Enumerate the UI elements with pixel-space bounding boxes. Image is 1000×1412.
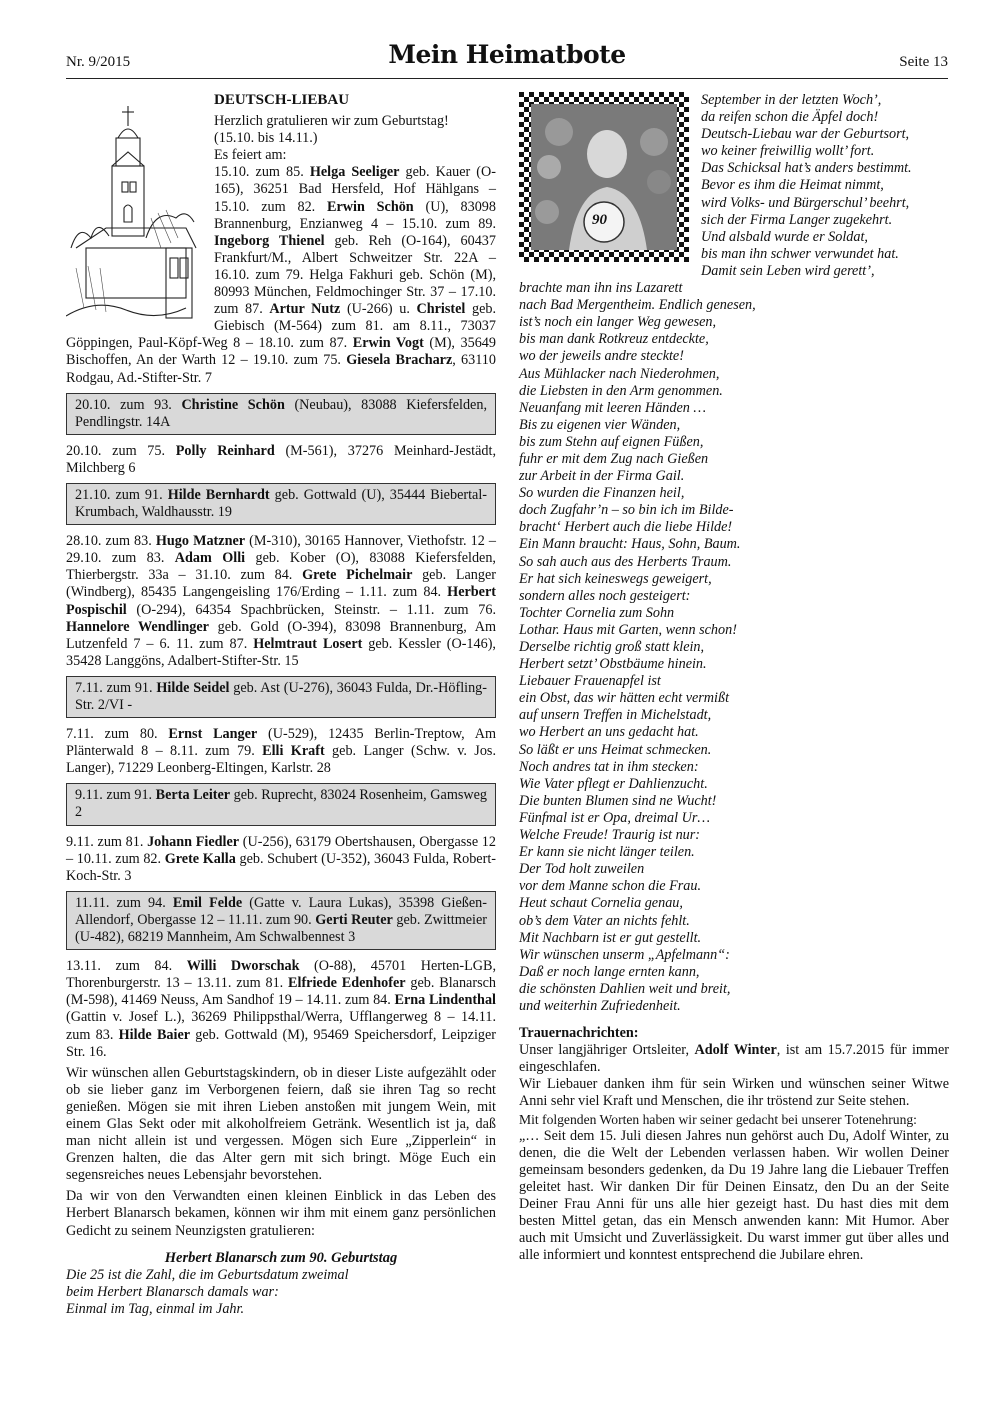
poem-line: ob’s dem Vater an nichts fehlt. [519,912,690,929]
poem-line: Das Schicksal hat’s anders bestimmt. [701,160,912,177]
entry-text: geb. Kober (O), 83088 Kiefersfelden, Thierbergstr. 33a – 31.10. zum 84. [66,550,496,584]
poem-line: Tochter Cornelia zum Sohn [519,604,675,621]
entry-text: (Gattin v. Josef L.), 36269 Philippsthal/Werra, Ufflangerweg 8 – 14.11. zum 83. [66,1009,496,1043]
greeting-intro [214,113,496,164]
person-name: Erwin Schön [327,198,414,215]
highlighted-birthday-entry [66,483,496,525]
obituary-paragraph-4: „… Seit dem 15. Juli diesen Jahres nun gehörst auch Du, Adolf Winter, zu denen, die die Welt der Lebenden verlassen haben. Wir wollen Deiner gemeinsam besonders gedenken, da Du 19 Jahre lang die Liebauer Treffen geleitet hast. Wir danken Dir für Deinen Einsatz, den Du an der Seite Deiner Frau Anni für uns alle hier gezeigt hast. Du hast dies mit dem besten Mittel getan, das ein Mensch anwenden kann: Mit Humor. Aber auch mit Umsicht und Zuverlässigkeit. Du warst immer gut über alles und alle informiert und konntest entsprechend die Jubilare ehren. [519,1127,949,1264]
highlighted-birthday-entry [66,393,496,435]
entry-text: (Gatte v. Laura Lukas), 35398 Gießen-Allendorf, Obergasse 12 – 11.11. zum 90. [75,894,488,928]
poem-line: wo keiner freiwillig wollt’ fort. [701,143,875,160]
poem-line: So läßt er uns Heimat schmecken. [519,741,712,758]
obituary-paragraph-3: Mit folgenden Worten haben wir seiner gedacht bei unserer Totenehrung: [519,1111,917,1127]
entry-text: (M-310), 30165 Hannover, Viethofstr. 12 – 29.10. zum 83. [66,533,496,567]
entry-text: 11.11. zum 94. [75,894,173,911]
entry-text: 7.11. zum 80. [66,726,169,743]
poem-line: Der Tod holt zuweilen [519,861,645,878]
jubilar-photo [519,92,689,262]
poem-left-lines [66,1267,496,1318]
poem-line: So wurden die Finanzen heil, [519,485,685,502]
greeting-line-3: Es feiert am: [214,147,287,164]
person-name: Hannelore Wendlinger [66,618,209,635]
birthday-paragraph [66,958,496,1061]
poem-line: Damit sein Leben wird gerett’, [701,262,875,279]
entry-text: (U), 83098 Brannenburg, Enzianweg 4 – 15.10. zum 89. [214,198,496,232]
obituary-paragraph-1 [519,1042,949,1076]
person-name: Helmtraut Losert [253,635,363,652]
entry-text: geb. Kauer (O-165), 36251 Bad Hersfeld, Hof Hählgans – 15.10. zum 82. [214,164,496,215]
entry-text: 9.11. zum 91. [75,787,156,804]
poem-line: Mit Nachbarn ist er gut gestellt. [519,929,702,946]
poem-line: Und alsbald wurde er Soldat, [701,228,868,245]
poem-line: Einmal im Tag, einmal im Jahr. [66,1300,245,1317]
entry-text: (M-561), 37276 Meinhard-Jestädt, Milchberg 6 [66,442,496,476]
entry-text: , ist am 15.7.2015 für immer eingeschlafen. [519,1042,949,1076]
poem-line: Noch andres tat in ihm stecken: [519,758,699,775]
poem-line: Bis zu eigenen vier Wänden, [519,416,681,433]
poem-line: Derselbe richtig groß statt klein, [519,639,705,655]
person-name: Grete Pichelmair [302,567,413,584]
poem-line: Aus Mühlacker nach Niederohmen, [519,365,720,382]
person-name: Adolf Winter [694,1042,777,1059]
poem-line: Er kann sie nicht länger teilen. [519,844,695,861]
poem-line: Neuanfang mit leeren Händen … [519,399,707,416]
entry-text: , 63110 Rodgau, Ad.-Stifter-Str. 7 [66,352,496,386]
poem-line: doch Zugfahr’n – so bin ich im Bilde- [519,502,734,519]
poem-line: wo der jeweils andre steckte! [519,348,684,365]
entry-text: 7.11. zum 91. [75,679,157,696]
poem-line: Lothar. Haus mit Garten, wenn schon! [519,621,737,638]
person-name: Berta Leiter [155,787,231,804]
poem-line: Liebauer Frauenapfel ist [519,673,661,690]
plate-number: 90 [592,212,607,228]
poem-line: Ein Mann braucht: Haus, Sohn, Baum. [519,536,741,553]
poem-line: fuhr er mit dem Zug nach Gießen [519,450,709,467]
poem-line: Er hat sich keineswegs geweigert, [519,570,712,587]
person-name: Emil Felde [172,894,243,911]
poem-line: Welche Freude! Traurig ist nur: [519,827,701,844]
birthday-paragraph [66,443,496,477]
entry-text: geb. Gottwald (M), 95469 Speichersdorf, Leipziger Str. 16. [66,1026,496,1060]
poem-line: auf unsern Treffen in Michelstadt, [519,707,712,724]
poem-line: Bevor es ihm die Heimat nimmt, [701,177,884,194]
person-name: Willi Dworschak [186,958,300,975]
poem-line: ist’s noch ein langer Weg gewesen, [519,314,717,331]
poem-line: die schönsten Dahlien weit und breit, [519,980,731,997]
section-title: DEUTSCH-LIEBAU [214,92,350,108]
person-name: Elfriede Edenhofer [288,975,406,992]
person-name: Hilde Baier [118,1026,191,1043]
entry-text: (O-88), 45701 Herten-LGB, Thorenburgerstr. 13 – 13.11. zum 81. [66,958,496,992]
poem-line: Wie Vater pflegt er Dahlienzucht. [519,775,708,792]
entry-text: geb. Schubert (U-352), 36043 Fulda, Robert-Koch-Str. 3 [66,850,496,884]
entry-text: geb. Kessler (O-146), 35428 Langgöns, Adalbert-Stifter-Str. 15 [66,635,496,669]
entry-text: (U-529), 12435 Berlin-Treptow, Am Plänterwald 8 – 8.11. zum 79. [66,726,497,760]
masthead: Mein Heimatbote [388,40,626,69]
person-name: Erna Lindenthal [394,992,496,1009]
person-name: Giesela Bracharz [346,352,453,369]
poem-line: September in der letzten Woch’, [701,92,882,108]
person-name: Hilde Seidel [156,679,230,696]
poem-line: So sah auch aus des Herberts Traum. [519,553,732,570]
entry-text: geb. Ast (U-276), 36043 Fulda, Dr.-Höfling-Str. 2/VI - [75,679,487,713]
entry-text: geb. Langer (Windberg), 85435 Langengeisling 176/Erding – 1.11. zum 84. [66,567,496,601]
birthday-paragraph [66,834,496,885]
entry-text: 13.11. zum 84. [66,958,187,975]
poem-line: Herbert setzt’ Obstbäume hinein. [519,656,707,673]
person-name: Herbert Pospischil [66,584,496,618]
poem-line: brachte man ihn ins Lazarett [519,280,683,297]
poem-line: Fünfmal ist er Opa, dreimal Ur… [519,809,711,826]
person-name: Adam Olli [174,550,246,567]
entry-text: (M), 35649 Bischoffen, An der Warth 12 – 19.10. zum 75. [66,335,496,369]
entry-text: geb. Langer (Schw. v. Jos. Langer), 71229 Leonberg-Eltingen, Karlstr. 28 [66,743,496,777]
church-sketch-illustration [66,98,206,328]
poem-line: da reifen schon die Äpfel doch! [701,109,879,126]
page-number: Seite 13 [899,54,948,70]
poem-line: und weiterhin Zufriedenheit. [519,997,681,1014]
birthday-paragraph [66,1188,496,1239]
poem-line: zur Arbeit in der Firma Gail. [519,468,685,485]
entry-text: (O-294), 64354 Spachbrücken, Steinstr. – 1.11. zum 76. [126,601,496,618]
entry-text: geb. Gottwald (U), 35444 Biebertal-Krumbach, Waldhausstr. 19 [75,486,487,521]
poem-line: bis man dank Rotkreuz entdeckte, [519,331,709,348]
birthday-paragraph [66,1065,496,1185]
entry-text: Da wir von den Verwandten einen kleinen Einblick in das Leben des Herbert Blanarsch bekamen, können wir ihm mit einem ganz persönlichen Gedicht zu seinem Neunzigsten gratulieren: [66,1188,496,1239]
poem-line: sondern alles noch gesteigert: [519,587,691,604]
checkered-photo-frame [519,92,689,262]
poem-line: Deutsch-Liebau war der Geburtsort, [701,126,910,143]
poem-line: Die bunten Blumen sind ne Wucht! [519,792,717,809]
person-name: Hilde Bernhardt [167,486,270,503]
entry-text: (U-256), 63179 Obertshausen, Obergasse 12 – 10.11. zum 82. [66,833,496,867]
poem-line: bis zum Stehn auf eignen Füßen, [519,433,704,450]
greeting-line-1: Herzlich gratulieren wir zum Geburtstag! [214,113,449,130]
person-name: Polly Reinhard [175,442,275,459]
person-name: Hugo Matzner [155,533,246,550]
poem-line: vor dem Manne schon die Frau. [519,878,702,895]
poem-line: ein Obst, das wir hätten echt vermißt [519,690,730,707]
entry-text: 9.11. zum 81. [66,833,148,850]
entry-text: 15.10. zum 85. [214,164,310,181]
entry-text: 20.10. zum 75. [66,442,176,459]
poem-line: wird Volks- und Bürgerschul’ beehrt, [701,194,910,211]
poem-title: Herbert Blanarsch zum 90. Geburtstag [164,1249,398,1266]
entry-text: geb. Reh (O-164), 60437 Frankfurt/M., Albert Schweitzer Str. 22A – 16.10. zum 79. Helga Fakhuri geb. Schön (M), 80993 München, Feldmochinger Str. 37 – 17.10. zum 87. [214,232,496,318]
person-name: Helga Seeliger [309,164,400,181]
highlighted-birthday-entry [66,783,496,825]
poem-line: nach Bad Mergentheim. Endlich genesen, [519,297,756,314]
greeting-line-2: (15.10. bis 14.11.) [214,130,318,147]
poem-line: die Liebsten in den Arm genommen. [519,382,723,399]
poem-line: bis man ihn schwer verwundet hat. [701,245,899,262]
poem-line: wo Herbert an uns gedacht hat. [519,724,699,741]
obituary-paragraph-2: Wir Liebauer danken ihm für sein Wirken und wünschen seiner Witwe Anni sehr viel Kraft und Menschen, die ihr tröstend zur Seite stehen. [519,1076,949,1110]
person-name: Grete Kalla [164,850,236,867]
poem-line: Die 25 ist die Zahl, die im Geburtsdatum zweimal [66,1266,349,1283]
poem-line: Daß er noch lange ernten kann, [519,963,700,980]
birthday-paragraph [66,726,496,777]
person-name: Elli Kraft [262,743,325,760]
person-name: Christel [416,301,466,318]
poem-right-lines [519,297,949,1015]
entry-text: geb. Zwittmeier (U-482), 68219 Mannheim, Am Schwalbennest 3 [75,911,488,946]
person-name: Erwin Vogt [352,335,424,352]
entry-text: 28.10. zum 83. [66,533,156,550]
entry-text: geb. Giebisch (M-564) zum 81. am 8.11., 73037 Göppingen, Paul-Köpf-Weg 8 – 18.10. zum 87. [66,301,497,352]
person-name: Johann Fiedler [147,833,240,850]
poem-line: beim Herbert Blanarsch damals war: [66,1283,279,1300]
person-name: Gerti Reuter [315,911,393,928]
issue-number: Nr. 9/2015 [66,54,131,70]
entry-text: (Neubau), 83088 Kiefersfelden, Pendlingstr. 14A [75,396,487,430]
page-header [66,40,948,79]
entry-text: geb. Blanarsch (M-598), 41469 Neuss, Am Sandhof 19 – 14.11. zum 84. [66,975,496,1009]
highlighted-birthday-entry [66,891,496,950]
person-name: Ingeborg Thienel [214,232,325,249]
entry-text: Wir wünschen allen Geburtstagskindern, ob in dieser Liste aufgezählt oder ob sie lieber ganz im Verborgenen feiern, daß sie ihren Tag so recht genießen. Mögen sie mit ihren Lieben anstoßen mit jungem Wein, mit einem Glas Sekt oder mit alkoholfreiem Getränk. Wesentlich ist ja, daß man nicht allein ist und vergessen. Mögen sich Eure „Zipperlein“ in Grenzen halten, die das Alter gern mit sich bringt. Möge Euch ein segensreiches neues Lebensjahr bevorstehen. [66,1064,496,1184]
entry-text: (U-266) u. [340,301,417,318]
person-name: Artur Nutz [269,301,341,318]
highlighted-birthday-entry [66,676,496,718]
person-name: Ernst Langer [168,726,258,743]
poem-line: sich der Firma Langer zugekehrt. [701,211,893,228]
birthday-paragraph [66,533,496,670]
right-column [519,92,949,1264]
person-name: Christine Schön [181,396,285,413]
entry-text: Unser langjähriger Ortsleiter, [519,1042,695,1059]
entry-text: geb. Gold (O-394), 83098 Brannenburg, Am Lutzenfeld 7 – 6. 11. zum 87. [66,618,496,652]
obituary-title: Trauernachrichten: [519,1025,639,1042]
poem-line: Wir wünschen unserm „Apfelmann“: [519,946,730,963]
entry-text: 21.10. zum 91. [75,486,168,503]
poem-line: bracht‘ Herbert auch die liebe Hilde! [519,519,733,536]
poem-line: Heut schaut Cornelia genau, [519,895,683,912]
left-column [66,92,496,1318]
entry-text: geb. Ruprecht, 83024 Rosenheim, Gamsweg 2 [75,787,488,821]
entry-text: 20.10. zum 93. [75,396,182,413]
